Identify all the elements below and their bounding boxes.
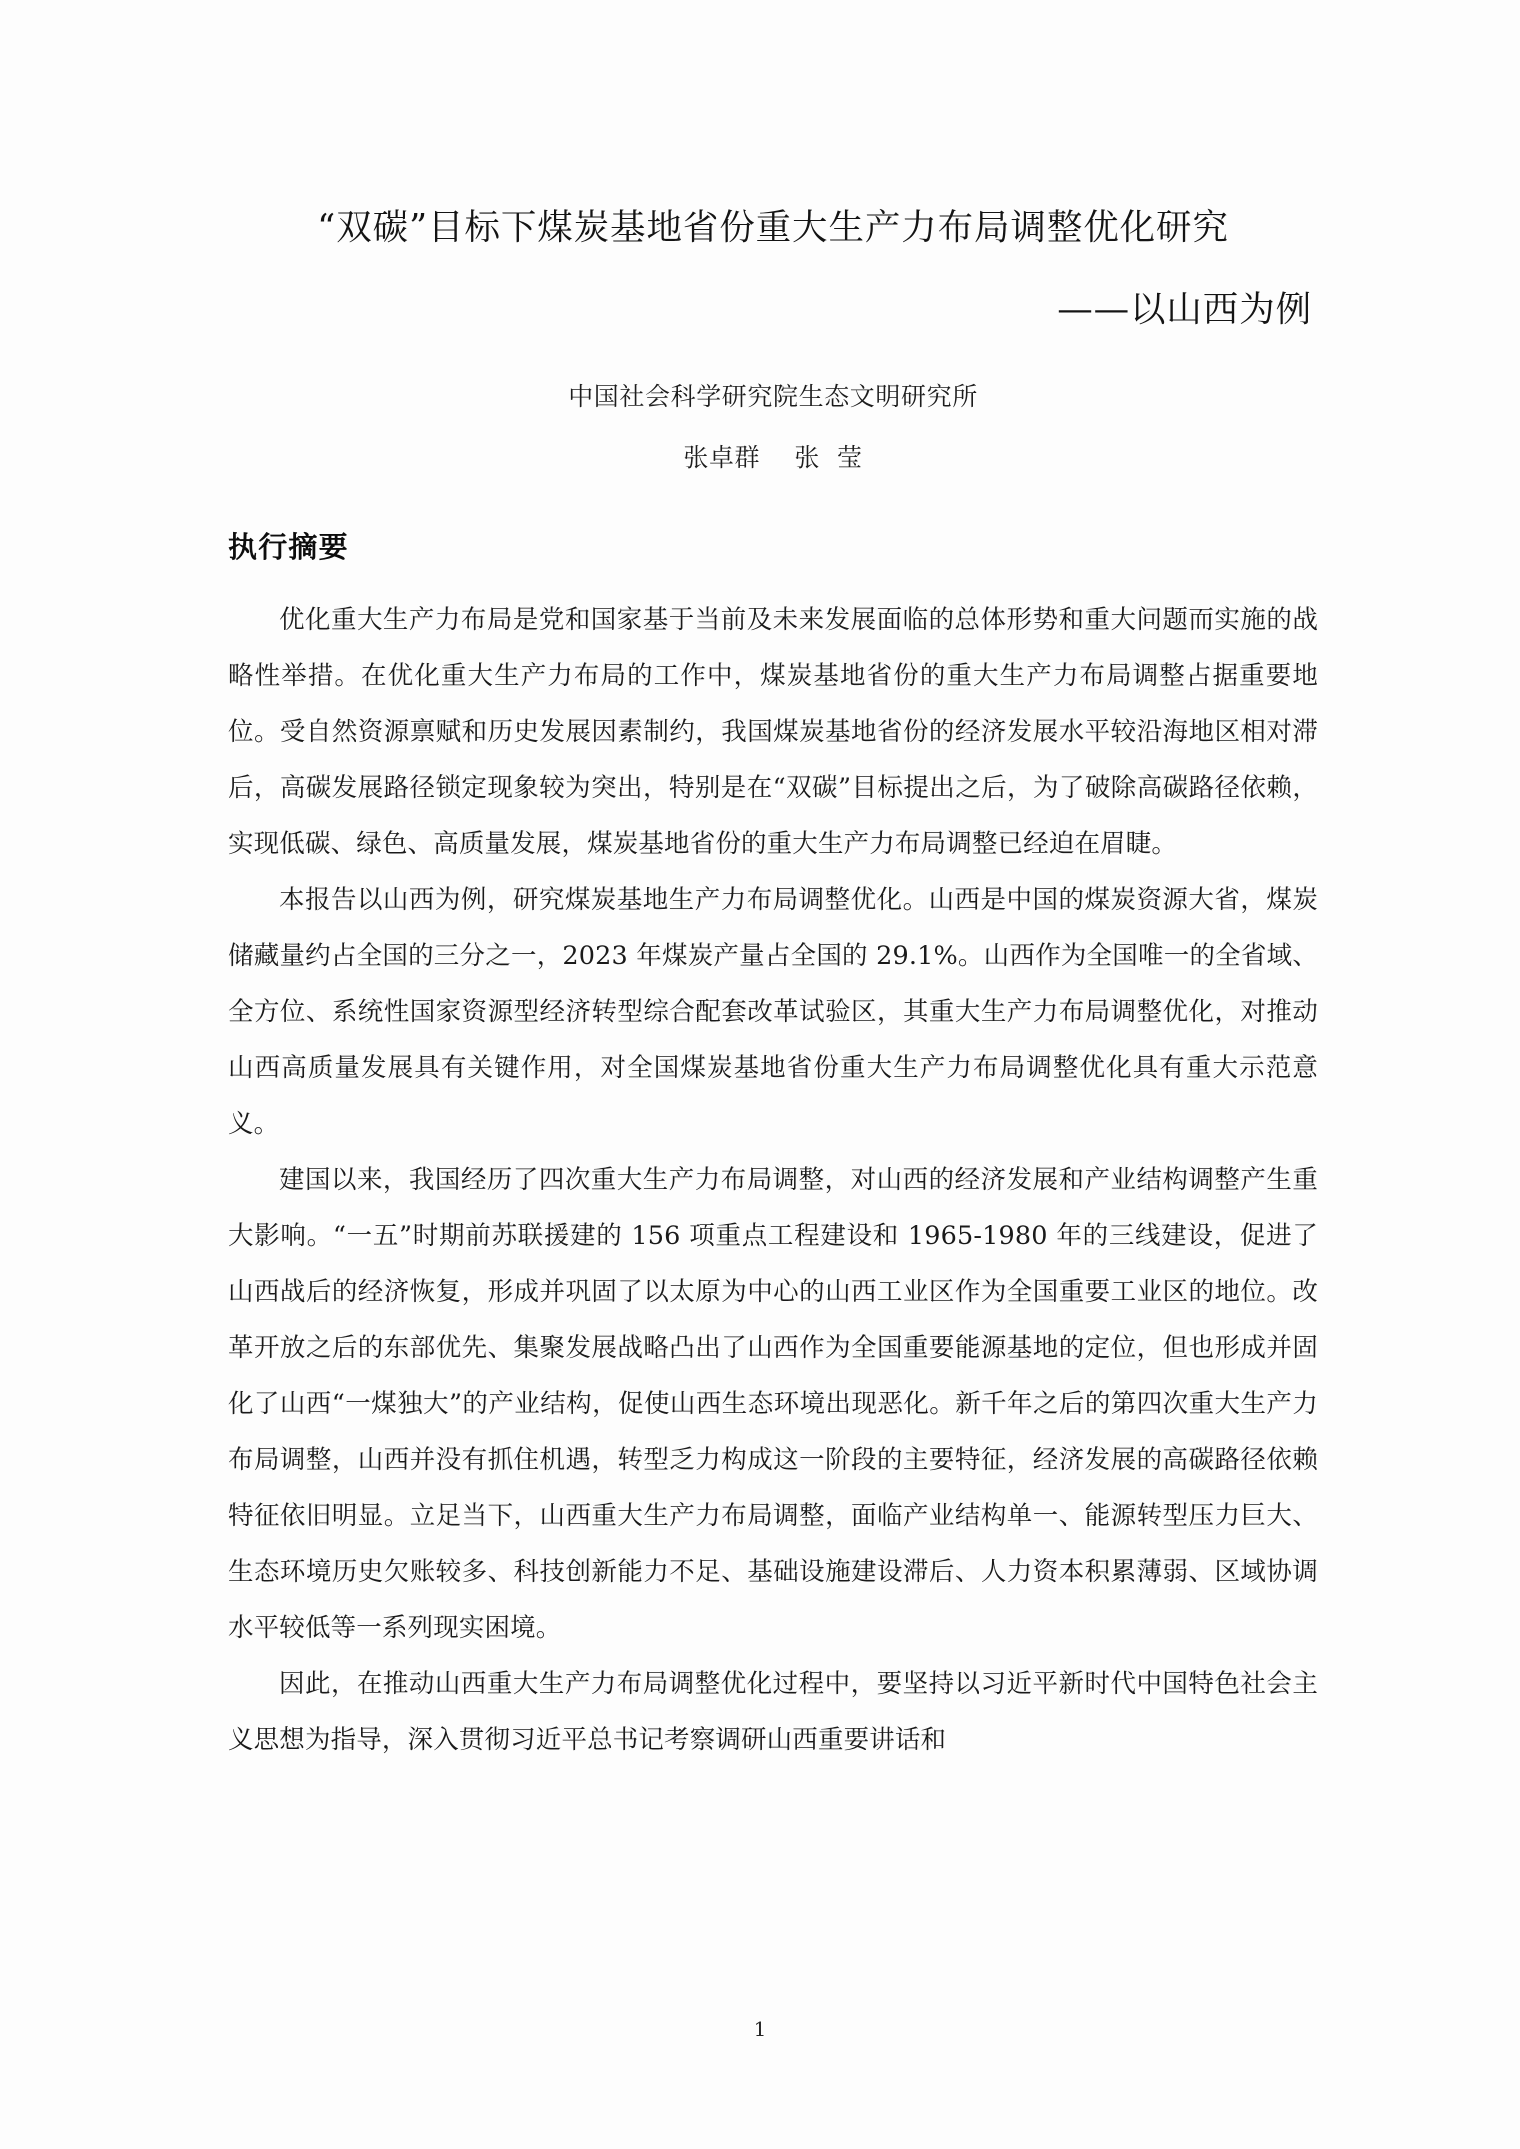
paragraph: 建国以来，我国经历了四次重大生产力布局调整，对山西的经济发展和产业结构调整产生重大影响。“一五”时期前苏联援建的 156 项重点工程建设和 1965-1980 年的三线建设，促进了山西战后的经济恢复，形成并巩固了以太原为中心的山西工业区作为全国重要工业区的地位。改革开放之后的东部优先、集聚发展战略凸出了山西作为全国重要能源基地的定位，但也形成并固化了山西“一煤独大”的产业结构，促使山西生态环境出现恶化。新千年之后的第四次重大生产力布局调整，山西并没有抓住机遇，转型乏力构成这一阶段的主要特征，经济发展的高碳路径依赖特征依旧明显。立足当下，山西重大生产力布局调整，面临产业结构单一、能源转型压力巨大、生态环境历史欠账较多、科技创新能力不足、基础设施建设滞后、人力资本积累薄弱、区域协调水平较低等一系列现实困境。 — [228, 1164, 1318, 1643]
paragraph: 本报告以山西为例，研究煤炭基地生产力布局调整优化。山西是中国的煤炭资源大省，煤炭储藏量约占全国的三分之一，2023 年煤炭产量占全国的 29.1%。山西作为全国唯一的全省域、全方位、系统性国家资源型经济转型综合配套改革试验区，其重大生产力布局调整优化，对推动山西高质量发展具有关键作用，对全国煤炭基地省份重大生产力布局调整优化具有重大示范意义。 — [228, 884, 1318, 1139]
executive-summary-body — [228, 592, 1318, 1768]
title-block — [228, 0, 1318, 475]
paragraph: 优化重大生产力布局是党和国家基于当前及未来发展面临的总体形势和重大问题而实施的战略性举措。在优化重大生产力布局的工作中，煤炭基地省份的重大生产力布局调整占据重要地位。受自然资源禀赋和历史发展因素制约，我国煤炭基地省份的经济发展水平较沿海地区相对滞后，高碳发展路径锁定现象较为突出，特别是在“双碳”目标提出之后，为了破除高碳路径依赖，实现低碳、绿色、高质量发展，煤炭基地省份的重大生产力布局调整已经迫在眉睫。 — [228, 604, 1318, 859]
paragraph: 因此，在推动山西重大生产力布局调整优化过程中，要坚持以习近平新时代中国特色社会主义思想为指导，深入贯彻习近平总书记考察调研山西重要讲话和 — [228, 1668, 1318, 1755]
page-subtitle: ——以山西为例 — [1057, 289, 1312, 331]
section-heading-executive-summary: 执行摘要 — [228, 529, 349, 564]
author-names: 张卓群 张 莹 — [683, 442, 863, 472]
page-title: “双碳”目标下煤炭基地省份重大生产力布局调整优化研究 — [317, 207, 1229, 248]
page-number: 1 — [753, 2017, 767, 2041]
page-content — [228, 0, 1318, 1768]
author-affiliation: 中国社会科学研究院生态文明研究所 — [568, 381, 978, 411]
